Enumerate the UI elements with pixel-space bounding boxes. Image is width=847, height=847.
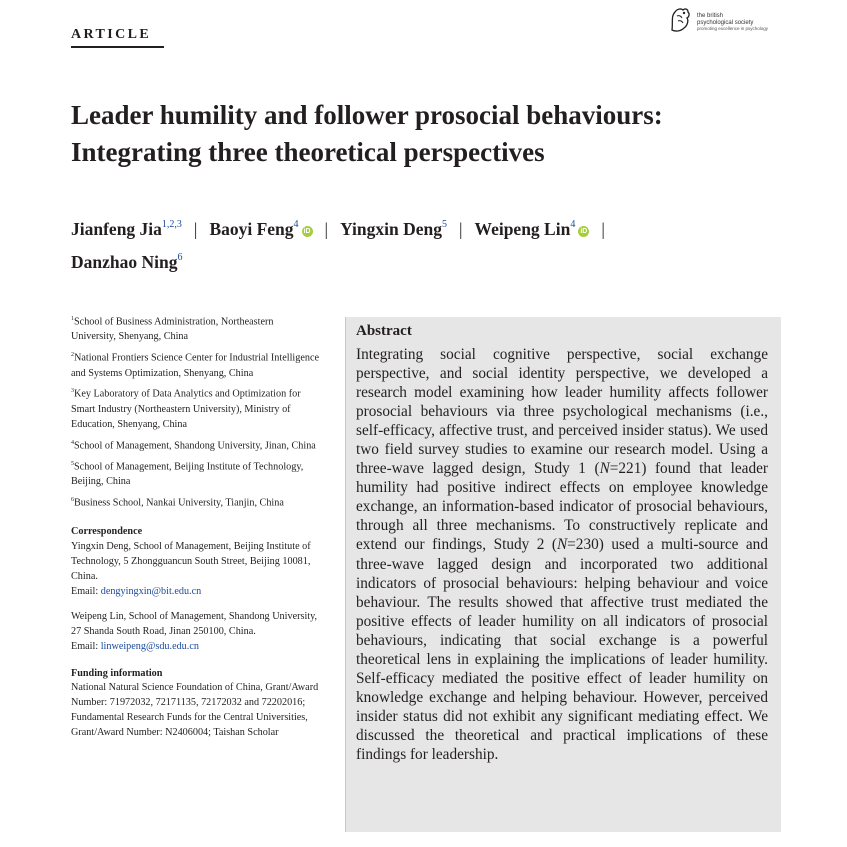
author-name[interactable]: Weipeng Lin [474,218,571,239]
orcid-icon[interactable]: iD [580,227,588,235]
affiliation-item: $^6$Business School, Nankai University, Tianjin, China [71,497,284,509]
author-name[interactable]: Baoyi Feng [209,218,294,239]
funding-heading: Funding information [71,667,163,679]
affiliation-item: $^3$Key Laboratory of Data Analytics and Optimization for Smart Industry (Northeastern University), Ministry of Education, Shenyang, China [71,388,301,430]
correspondence-entry: Weipeng Lin, School of Management, Shandong University, 27 Shanda South Road, Jinan 250100, China. Email: linweipeng@sdu.edu.cn [71,610,318,652]
abstract-heading: Abstract [356,323,412,339]
author-name[interactable]: Jianfeng Jia [71,218,162,239]
funding-text: National Natural Science Foundation of China, Grant/Award Number: 71972032, 72171135, 72172032 and 72202016; Fundamental Research Funds for the Central Universities, Grant/Award Number: N2406004; Taishan Scholar [71,682,319,739]
author-affiliation-ref[interactable]: 5 [442,219,448,230]
bps-logo [668,4,798,38]
abstract-body: Integrating social cognitive perspective, social exchange perspective, and social identity perspective, we developed a research model examining how leader humility affects follower prosocial behaviours via three psychological mechanisms (i.e., self-efficacy, affective trust, and perceived insider status). We used two field survey studies to examine our research model. Using a three-wave lagged design, Study 1 (N=221) found that leader humility had positive indirect effects on employee knowledge exchange, an information-based indicator of prosocial behaviours, through all three mechanisms. To constructively replicate and extend our findings, Study 2 (N=230) used a multi-source and three-wave lagged design and incorporated two additional indicators of prosocial behaviours: helping behaviour and voice behaviour. The results showed that affective trust mediated the positive effects of leader humility on all indicators of prosocial behaviours, indicating that social exchange is a powerful theoretical lens in explaining the implications of leader humility. Self-efficacy mediated the positive effect of leader humility on knowledge exchange and helping behaviour. However, perceived insider status did not exhibit any significant mediating effect. We discussed the theoretical and practical implications of these findings for leadership. [356,346,768,763]
author-affiliation-ref[interactable]: 6 [177,251,183,263]
author-separator: | [459,218,463,239]
author-affiliation-ref[interactable]: 4 [293,219,299,230]
logo-tagline: promoting excellence in psychology [697,26,769,31]
bps-logo-icon [668,4,694,34]
affiliation-item: $^1$School of Business Administration, Northeastern University, Shenyang, China [71,316,274,343]
email-link[interactable]: linweipeng@sdu.edu.cn [100,640,199,652]
affiliation-item: $^4$School of Management, Shandong University, Jinan, China [71,439,316,451]
article-metadata-column [71,312,319,741]
author-name[interactable]: Danzhao Ning [71,251,178,272]
author-list [71,211,791,277]
article-type-label: ARTICLE [71,27,152,42]
logo-line-2: psychological society [697,19,754,26]
author-affiliation-ref[interactable]: 4 [570,219,576,230]
affiliation-item: $^2$National Frontiers Science Center for Industrial Intelligence and Systems Optimization, Shenyang, China [71,352,319,379]
author-separator: | [193,218,198,239]
article-label-underline [71,46,164,48]
author-affiliation-ref[interactable]: 1,2,3 [161,219,182,230]
article-title [71,97,791,171]
affiliation-item: $^5$School of Management, Beijing Institute of Technology, Beijing, China [71,460,304,488]
email-link[interactable]: dengyingxin@bit.edu.cn [100,585,202,597]
logo-line-1: the british [697,13,724,19]
correspondence-entry: Yingxin Deng, School of Management, Beijing Institute of Technology, 5 Zhongguancun South Street, Beijing 10081, China. Email: dengyingxin@bit.edu.cn [71,541,311,597]
author-name[interactable]: Yingxin Deng [340,218,443,239]
correspondence-heading: Correspondence [71,526,143,538]
author-separator: | [601,218,605,239]
orcid-icon[interactable]: iD [303,227,311,235]
author-separator: | [324,218,329,239]
title-line-2: Integrating three theoretical perspectives [71,137,545,167]
title-line-1: Leader humility and follower prosocial behaviours: [71,100,663,130]
